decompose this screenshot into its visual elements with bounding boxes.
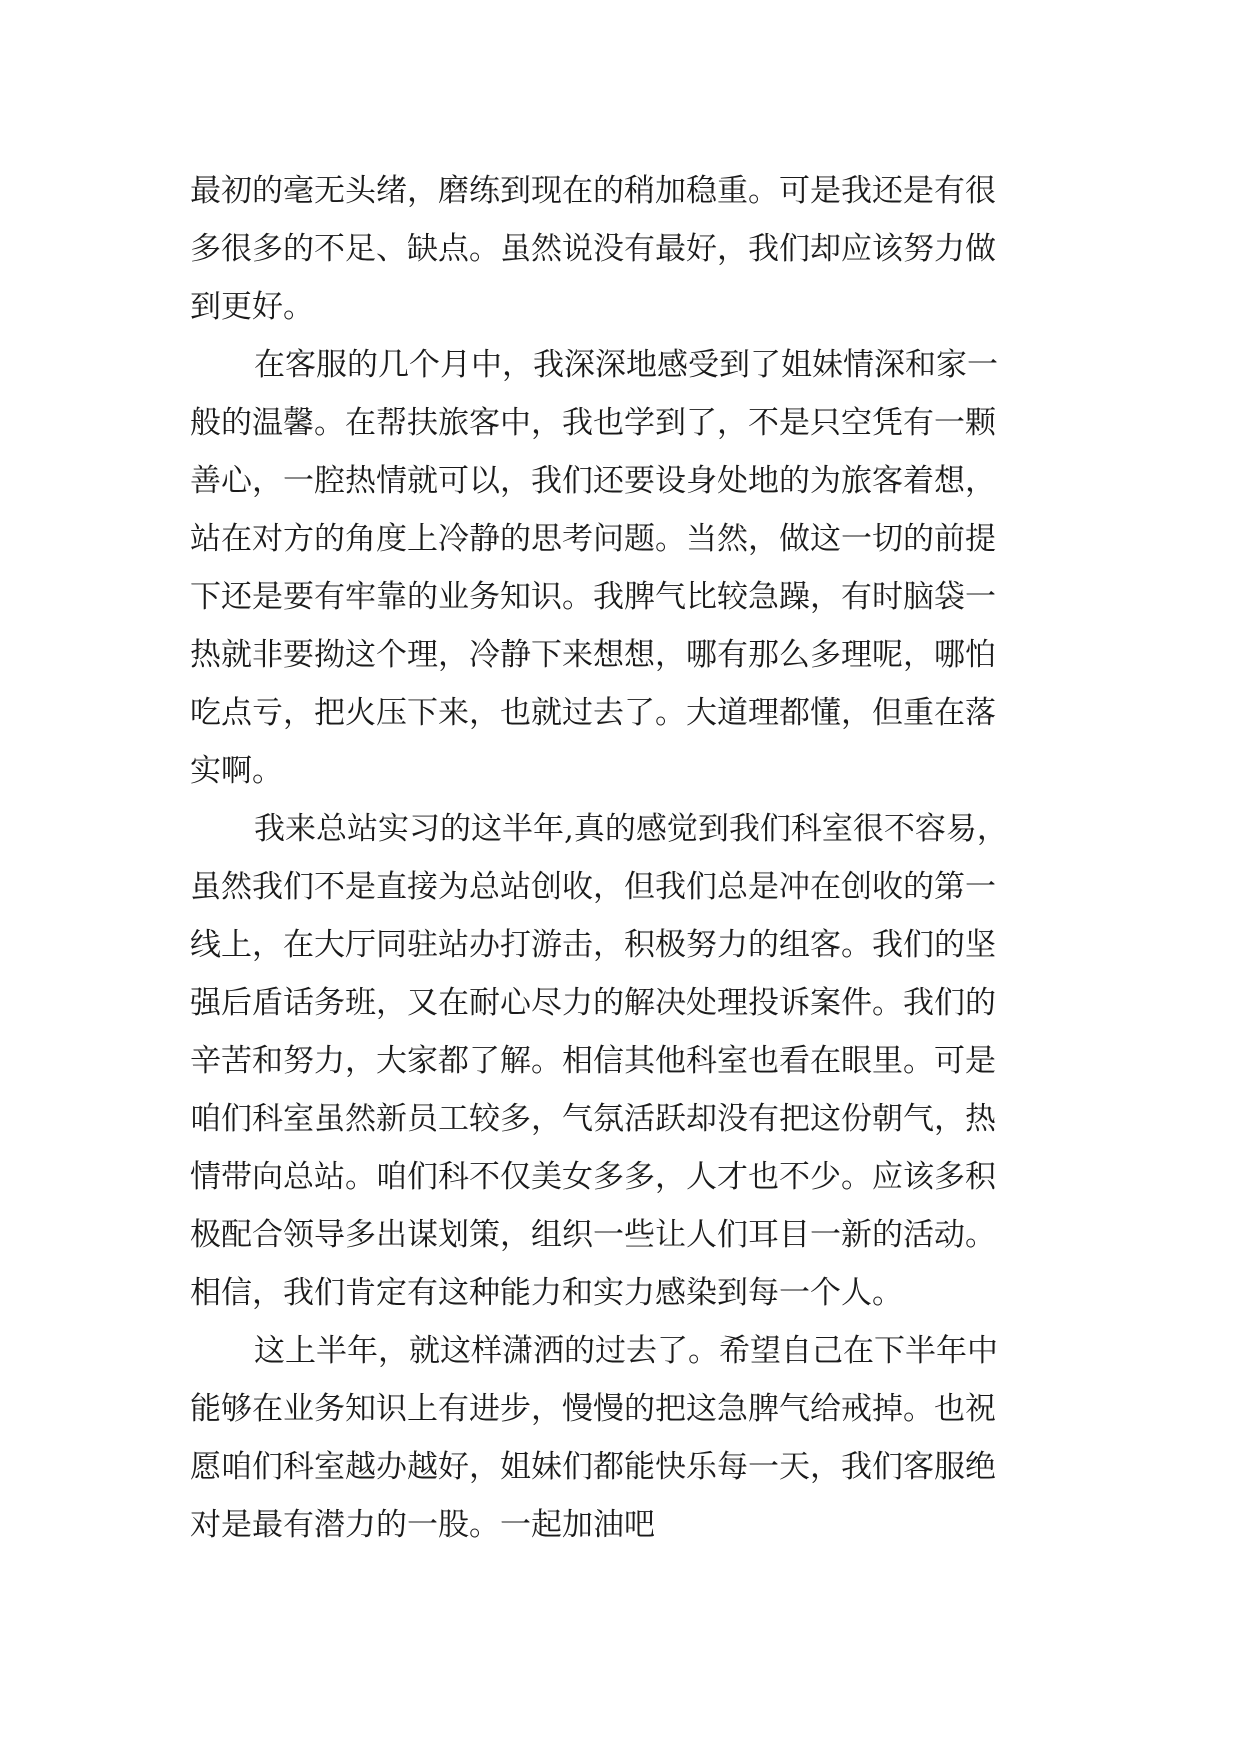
text-line: 般的温馨。在帮扶旅客中，我也学到了，不是只空凭有一颗 [190,405,996,441]
text-line: 实啊。 [190,753,283,789]
text-line: 虽然我们不是直接为总站创收，但我们总是冲在创收的第一 [190,869,996,905]
text-line: 我来总站实习的这半年,真的感觉到我们科室很不容易， [254,811,1008,847]
text-line: 咱们科室虽然新员工较多，气氛活跃却没有把这份朝气，热 [190,1101,996,1137]
text-line: 情带向总站。咱们科不仅美女多多，人才也不少。应该多积 [190,1159,996,1195]
document-body [190,162,1070,1554]
text-line: 吃点亏，把火压下来，也就过去了。大道理都懂，但重在落 [190,695,996,731]
text-line: 多很多的不足、缺点。虽然说没有最好，我们却应该努力做 [190,231,996,267]
text-line: 相信，我们肯定有这种能力和实力感染到每一个人。 [190,1275,903,1311]
text-line: 这上半年，就这样潇洒的过去了。希望自己在下半年中 [254,1333,998,1369]
text-line: 下还是要有牢靠的业务知识。我脾气比较急躁，有时脑袋一 [190,579,996,615]
text-line: 能够在业务知识上有进步，慢慢的把这急脾气给戒掉。也祝 [190,1391,996,1427]
text-line: 在客服的几个月中，我深深地感受到了姐妹情深和家一 [254,347,998,383]
paragraph [190,1322,1070,1554]
text-line: 对是最有潜力的一股。一起加油吧 [190,1507,655,1543]
text-line: 站在对方的角度上冷静的思考问题。当然，做这一切的前提 [190,521,996,557]
text-line: 线上，在大厅同驻站办打游击，积极努力的组客。我们的坚 [190,927,996,963]
text-line: 辛苦和努力，大家都了解。相信其他科室也看在眼里。可是 [190,1043,996,1079]
text-line: 强后盾话务班，又在耐心尽力的解决处理投诉案件。我们的 [190,985,996,1021]
text-line: 愿咱们科室越办越好，姐妹们都能快乐每一天，我们客服绝 [190,1449,996,1485]
text-line: 极配合领导多出谋划策，组织一些让人们耳目一新的活动。 [190,1217,996,1253]
paragraph [190,336,1070,800]
text-line: 到更好。 [190,289,314,325]
text-line: 最初的毫无头绪，磨练到现在的稍加稳重。可是我还是有很 [190,173,996,209]
text-line: 善心，一腔热情就可以，我们还要设身处地的为旅客着想， [190,463,996,499]
paragraph [190,800,1070,1322]
paragraph [190,162,1070,336]
text-line: 热就非要拗这个理，冷静下来想想，哪有那么多理呢，哪怕 [190,637,996,673]
